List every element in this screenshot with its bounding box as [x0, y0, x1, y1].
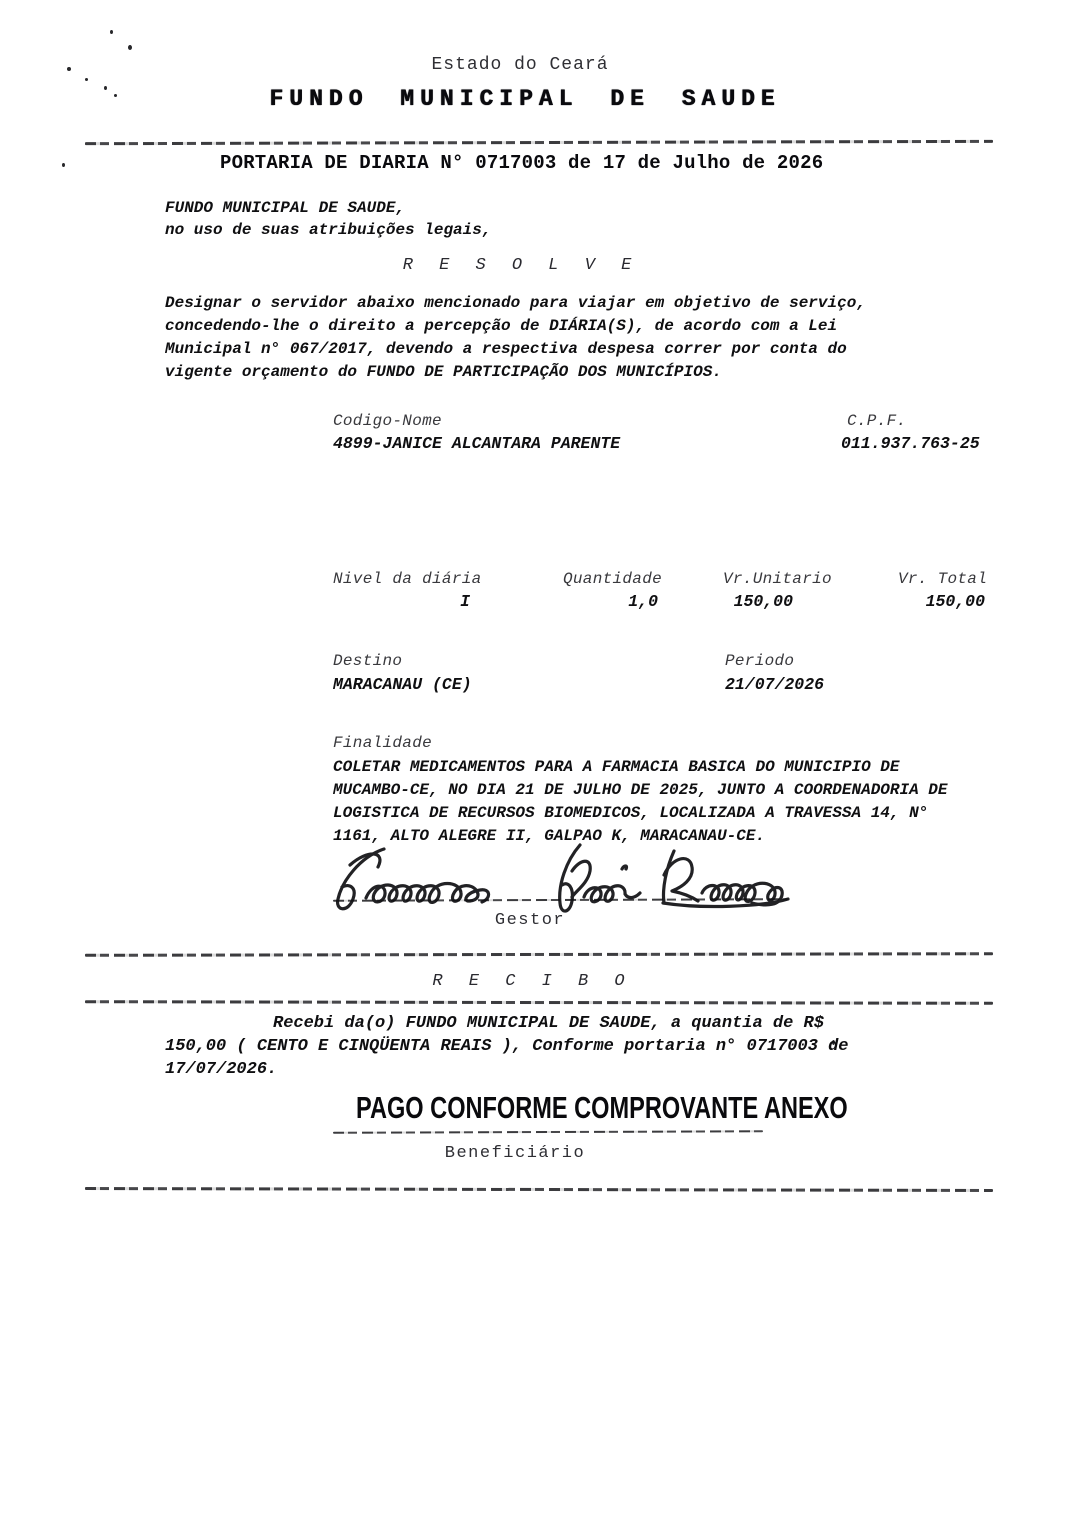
quantity-label: Quantidade [563, 570, 663, 588]
purpose-text-line: MUCAMBO-CE, NO DIA 21 DE JULHO DE 2025, JUNTO A COORDENADORIA DE [333, 781, 948, 799]
scan-speck [110, 30, 113, 34]
period-value: 21/07/2026 [725, 675, 825, 694]
manager-role-label: Gestor [494, 911, 566, 930]
purpose-text-line: 1161, ALTO ALEGRE II, GALPAO K, MARACANAU-CE. [333, 827, 766, 845]
divider-line [85, 1000, 993, 1005]
resolution-paragraph [165, 292, 866, 384]
scan-speck [62, 163, 65, 167]
divider-line [85, 140, 993, 145]
preamble-line-1: FUNDO MUNICIPAL DE SAUDE, [165, 199, 406, 217]
purpose-text-line: LOGISTICA DE RECURSOS BIOMEDICOS, LOCALIZADA A TRAVESSA 14, N° [333, 804, 929, 822]
code-name-label: Codigo-Nome [333, 412, 442, 430]
divider-line [85, 1187, 993, 1192]
code-name-value: 4899-JANICE ALCANTARA PARENTE [333, 434, 621, 453]
organization-title: FUNDO MUNICIPAL DE SAUDE [269, 86, 781, 112]
level-label: Nivel da diária [333, 570, 482, 588]
purpose-text [333, 756, 948, 848]
receipt-body-line-2: 150,00 ( CENTO E CINQÜENTA REAIS ), Conforme portaria n° 0717003 de [165, 1037, 849, 1056]
scan-speck [85, 78, 88, 81]
purpose-label: Finalidade [333, 734, 433, 752]
beneficiary-role-label: Beneficiário [444, 1144, 586, 1163]
resolution-paragraph-line: Designar o servidor abaixo mencionado para viajar em objetivo de serviço, [165, 294, 866, 312]
unit-value: 150,00 [733, 592, 793, 611]
destination-label: Destino [333, 652, 403, 670]
total-value: 150,00 [925, 592, 985, 611]
portaria-title: PORTARIA DE DIARIA N° 0717003 de 17 de Julho de 2026 [220, 152, 824, 174]
cpf-value: 011.937.763-25 [841, 434, 980, 453]
destination-value: MARACANAU (CE) [333, 675, 472, 694]
period-label: Periodo [725, 652, 795, 670]
state-header: Estado do Ceará [431, 55, 609, 75]
resolution-paragraph-line: concedendo-lhe o direito a percepção de DIÁRIA(S), de acordo com a Lei [165, 317, 838, 335]
divider-line [85, 952, 993, 957]
level-value: I [460, 592, 470, 611]
resolution-paragraph-line: Municipal n° 067/2017, devendo a respectiva despesa correr por conta do [165, 340, 847, 358]
purpose-text-line: COLETAR MEDICAMENTOS PARA A FARMACIA BASICA DO MUNICIPIO DE [333, 758, 900, 776]
receipt-body-line-3: 17/07/2026. [165, 1060, 278, 1079]
preamble-line-2: no uso de suas atribuições legais, [165, 221, 492, 239]
cpf-label: C.P.F. [847, 412, 907, 430]
scan-speck [128, 45, 132, 50]
resolve-heading: R E S O L V E [402, 256, 640, 275]
paid-stamp: PAGO CONFORME COMPROVANTE ANEXO [356, 1090, 848, 1125]
receipt-heading: R E C I B O [432, 972, 633, 991]
receipt-body-line-1: Recebi da(o) FUNDO MUNICIPAL DE SAUDE, a quantia de R$ [273, 1014, 824, 1033]
beneficiary-signature-line [333, 1130, 763, 1134]
unit-value-label: Vr.Unitario [723, 570, 832, 588]
total-value-label: Vr. Total [898, 570, 988, 588]
quantity-value: 1,0 [628, 592, 658, 611]
resolution-paragraph-line: vigente orçamento do FUNDO DE PARTICIPAÇÃO DOS MUNICÍPIOS. [165, 363, 722, 381]
